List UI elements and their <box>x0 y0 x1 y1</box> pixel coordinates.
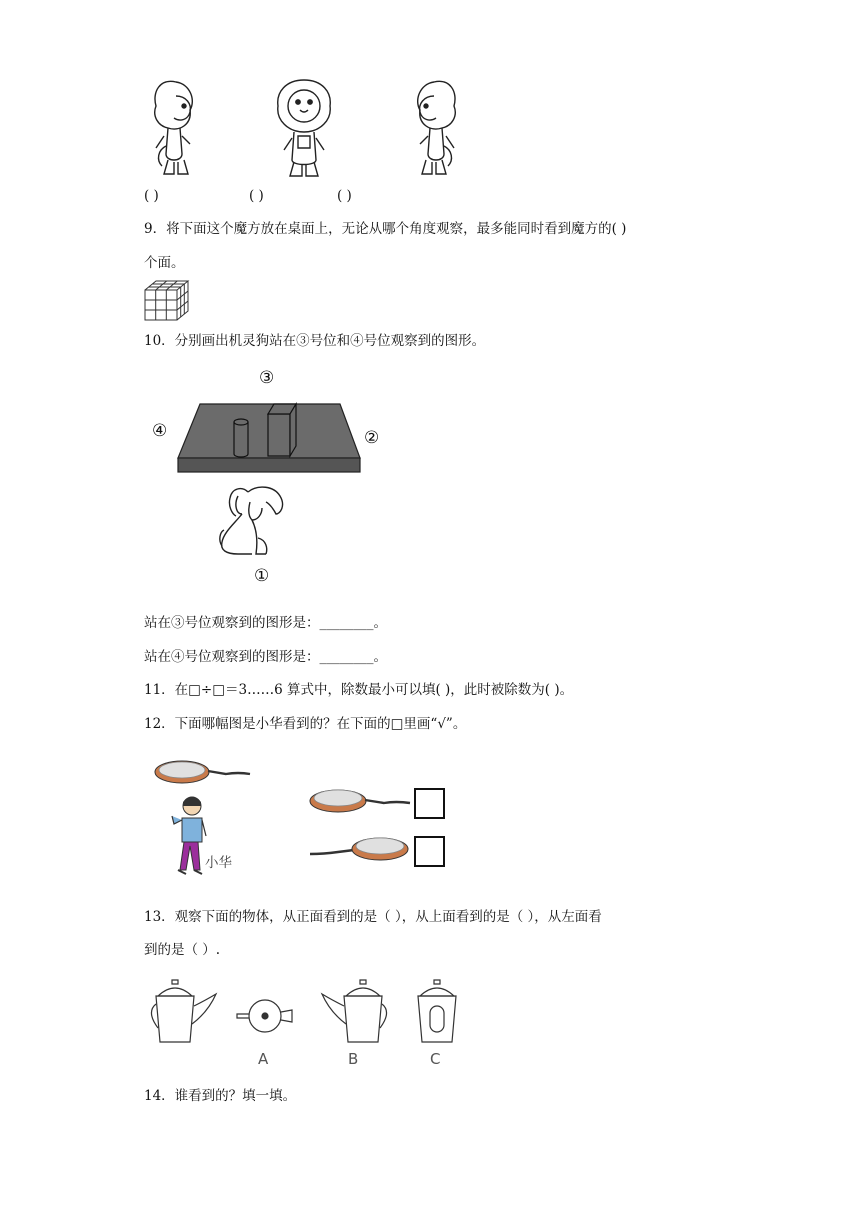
q10-answer-3[interactable]: 站在③号位观察到的图形是：________。 <box>144 615 387 631</box>
lion-side-right-figure <box>404 76 464 186</box>
option-a-label: A <box>258 1050 269 1068</box>
option-1-checkbox[interactable] <box>414 788 445 819</box>
option-2-checkbox[interactable] <box>414 836 445 867</box>
teapot-view-c-figure <box>412 976 462 1046</box>
lion-blank-2[interactable]: ( ) <box>249 188 264 204</box>
option-c-label: C <box>430 1050 441 1068</box>
lion-blank-1[interactable]: ( ) <box>144 188 159 204</box>
q13-line2: 到的是（ ）. <box>144 942 221 958</box>
rubiks-cube-figure <box>144 280 190 322</box>
teapot-view-a-figure <box>234 996 296 1036</box>
q10-title: 10．分别画出机灵狗站在③号位和④号位观察到的图形。 <box>144 333 486 349</box>
position-1-label: ① <box>254 566 270 586</box>
lion-side-left-figure <box>146 76 206 186</box>
q9-line1: 9．将下面这个魔方放在桌面上，无论从哪个角度观察，最多能同时看到魔方的( ) <box>144 221 627 237</box>
q9-line2: 个面。 <box>144 255 185 271</box>
table-scene-figure <box>176 400 362 476</box>
q12-title: 12．下面哪幅图是小华看到的？在下面的□里画“√”。 <box>144 716 467 732</box>
q14-title: 14．谁看到的？填一填。 <box>144 1088 297 1104</box>
position-4-label: ④ <box>152 421 168 441</box>
position-3-label: ③ <box>259 368 275 388</box>
pan-top-figure <box>154 758 254 788</box>
dog-figure <box>218 484 290 558</box>
q10-answer-4[interactable]: 站在④号位观察到的图形是：________。 <box>144 649 387 665</box>
option-b-label: B <box>348 1050 359 1068</box>
lion-front-figure <box>272 76 336 186</box>
teapot-original-figure <box>144 976 218 1046</box>
q13-line1: 13．观察下面的物体，从正面看到的是（ ），从上面看到的是（ ），从左面看 <box>144 909 602 925</box>
lion-blank-3[interactable]: ( ) <box>337 188 352 204</box>
teapot-view-b-figure <box>320 976 392 1046</box>
pan-option-1-figure <box>308 786 412 816</box>
xiaohua-label: 小华 <box>205 855 232 871</box>
position-2-label: ② <box>364 428 380 448</box>
pan-option-2-figure <box>308 834 412 866</box>
q11-text: 11．在□÷□＝3……6 算式中，除数最小可以填( )，此时被除数为( )。 <box>144 682 574 698</box>
